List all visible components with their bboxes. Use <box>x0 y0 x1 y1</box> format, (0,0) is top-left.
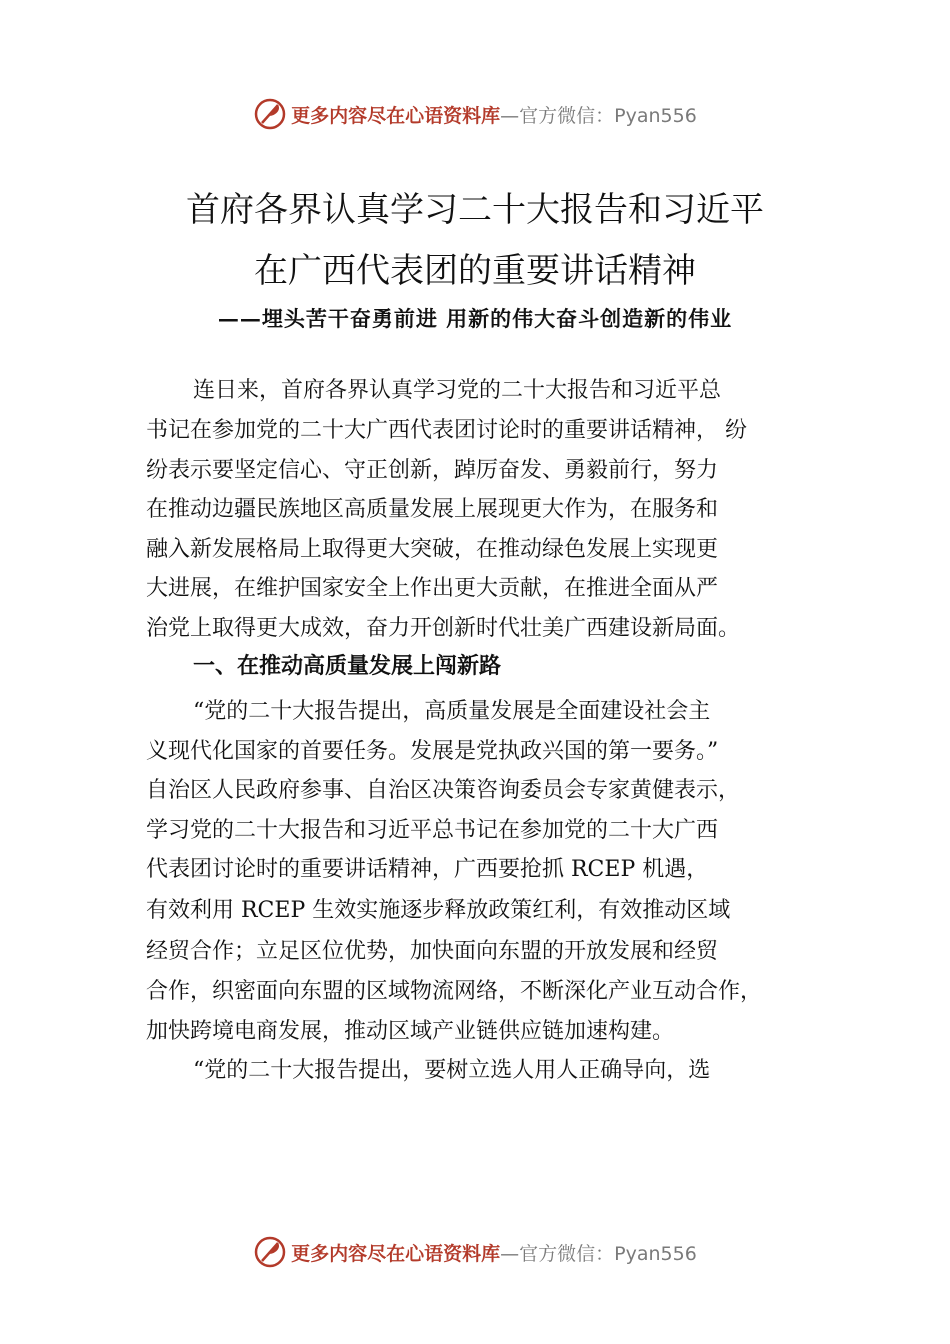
paragraph-line: “党的二十大报告提出，高质量发展是全面建设社会主 <box>193 699 711 724</box>
paragraph-line: 经贸合作；立足区位优势，加快面向东盟的开放发展和经贸 <box>146 939 719 964</box>
paragraph-line: 纷表示要坚定信心、守正创新，踔厉奋发、勇毅前行，努力 <box>146 458 719 483</box>
paragraph-line: 自治区人民政府参事、自治区决策咨询委员会专家黄健表示， <box>146 778 741 803</box>
paragraph-line: 加快跨境电商发展，推动区域产业链供应链加速构建。 <box>146 1019 675 1044</box>
watermark-wechat-text: —官方微信：Pyan556 <box>500 1242 697 1265</box>
paragraph-line: 有效利用 RCEP 生效实施逐步释放政策红利，有效推动区域 <box>146 898 731 923</box>
document-subtitle: ——埋头苦干奋勇前进 用新的伟大奋斗创造新的伟业 <box>217 306 733 331</box>
watermark-wechat-text: —官方微信：Pyan556 <box>500 104 697 127</box>
paragraph-line: 大进展，在维护国家安全上作出更大贡献，在推进全面从严 <box>146 576 719 601</box>
paragraph-line: 学习党的二十大报告和习近平总书记在参加党的二十大广西 <box>146 818 719 843</box>
paragraph-line: 义现代化国家的首要任务。发展是党执政兴国的第一要务。” <box>146 739 719 764</box>
paragraph-line: “党的二十大报告提出，要树立选人用人正确导向，选 <box>193 1058 711 1083</box>
document-title-line2: 在广西代表团的重要讲话精神 <box>254 251 696 291</box>
paragraph-line: 合作，织密面向东盟的区域物流网络，不断深化产业互动合作， <box>146 979 763 1004</box>
paragraph-line: 在推动边疆民族地区高质量发展上展现更大作为，在服务和 <box>146 497 719 522</box>
paragraph-line: 连日来，首府各界认真学习党的二十大报告和习近平总 <box>193 378 722 403</box>
paragraph-line: 代表团讨论时的重要讲话精神，广西要抢抓 RCEP 机遇， <box>146 857 709 882</box>
header-watermark <box>0 94 950 134</box>
paragraph-line: 融入新发展格局上取得更大突破，在推动绿色发展上实现更 <box>146 537 719 562</box>
quill-logo-icon <box>253 1235 287 1269</box>
document-title-line1: 首府各界认真学习二十大报告和习近平 <box>186 190 764 230</box>
watermark-library-text: 更多内容尽在心语资料库 <box>291 104 501 127</box>
watermark-library-text: 更多内容尽在心语资料库 <box>291 1242 501 1265</box>
footer-watermark <box>0 1232 950 1272</box>
paragraph-line: 治党上取得更大成效，奋力开创新时代壮美广西建设新局面。 <box>146 616 741 641</box>
quill-logo-icon <box>253 97 287 131</box>
section-heading: 一、在推动高质量发展上闯新路 <box>193 654 502 679</box>
paragraph-line: 书记在参加党的二十大广西代表团讨论时的重要讲话精神， 纷 <box>146 418 747 443</box>
